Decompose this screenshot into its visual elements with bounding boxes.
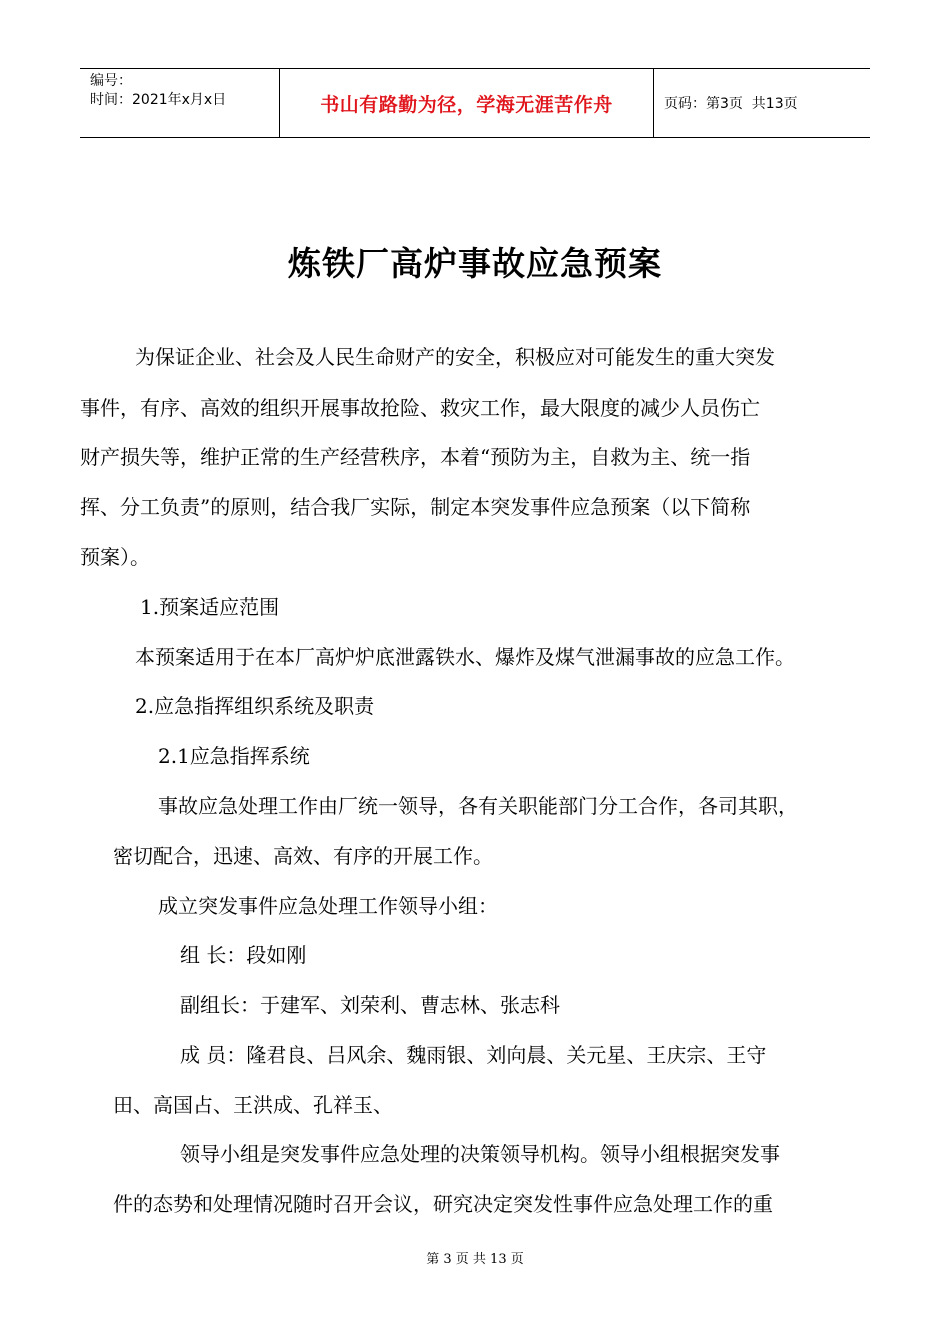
body-line: 挥、分工负责”的原则，结合我厂实际，制定本突发事件应急预案（以下简称 [80,495,751,519]
body-line: 事件，有序、高效的组织开展事故抢险、救灾工作，最大限度的减少人员伤亡 [80,396,760,420]
document-date: 时间：2021年x月x日 [90,92,227,108]
header-meta-cell [80,69,280,137]
header-slogan: 书山有路勤为径，学海无涯苦作舟 [280,69,654,137]
document-title: 炼铁厂高炉事故应急预案 [288,244,662,283]
body-line: 事故应急处理工作由厂统一领导，各有关职能部门分工合作，各司其职， [158,794,798,818]
body-line: 件的态势和处理情况随时召开会议，研究决定突发性事件应急处理工作的重 [113,1192,773,1216]
deputy-leader-line: 副组长：于建军、刘荣利、曹志林、张志科 [180,993,560,1017]
section-heading: 2.应急指挥组织系统及职责 [135,694,375,718]
body-line: 密切配合，迅速、高效、有序的开展工作。 [113,844,493,868]
page-footer: 第 3 页 共 13 页 [426,1252,524,1267]
header-table [80,68,870,138]
document-number-label: 编号： [90,73,132,89]
body-line: 本预案适用于在本厂高炉炉底泄露铁水、爆炸及煤气泄漏事故的应急工作。 [135,645,795,669]
members-line: 田、高国占、王洪成、孔祥玉、 [113,1093,393,1117]
body-line: 为保证企业、社会及人民生命财产的安全，积极应对可能发生的重大突发 [135,345,775,369]
body-line: 财产损失等，维护正常的生产经营秩序，本着“预防为主，自救为主、统一指 [80,445,751,469]
subsection-heading: 2.1应急指挥系统 [158,744,310,768]
body-line: 预案）。 [80,545,150,569]
leader-line: 组 长：段如刚 [180,943,307,967]
members-line: 成 员：隆君良、吕风余、魏雨银、刘向晨、关元星、王庆宗、王守 [180,1043,767,1067]
body-line: 成立突发事件应急处理工作领导小组： [158,894,498,918]
header-page-info: 页码：第3页 共13页 [664,96,798,112]
section-heading: 1.预案适应范围 [140,595,280,619]
body-line: 领导小组是突发事件应急处理的决策领导机构。领导小组根据突发事 [180,1142,780,1166]
